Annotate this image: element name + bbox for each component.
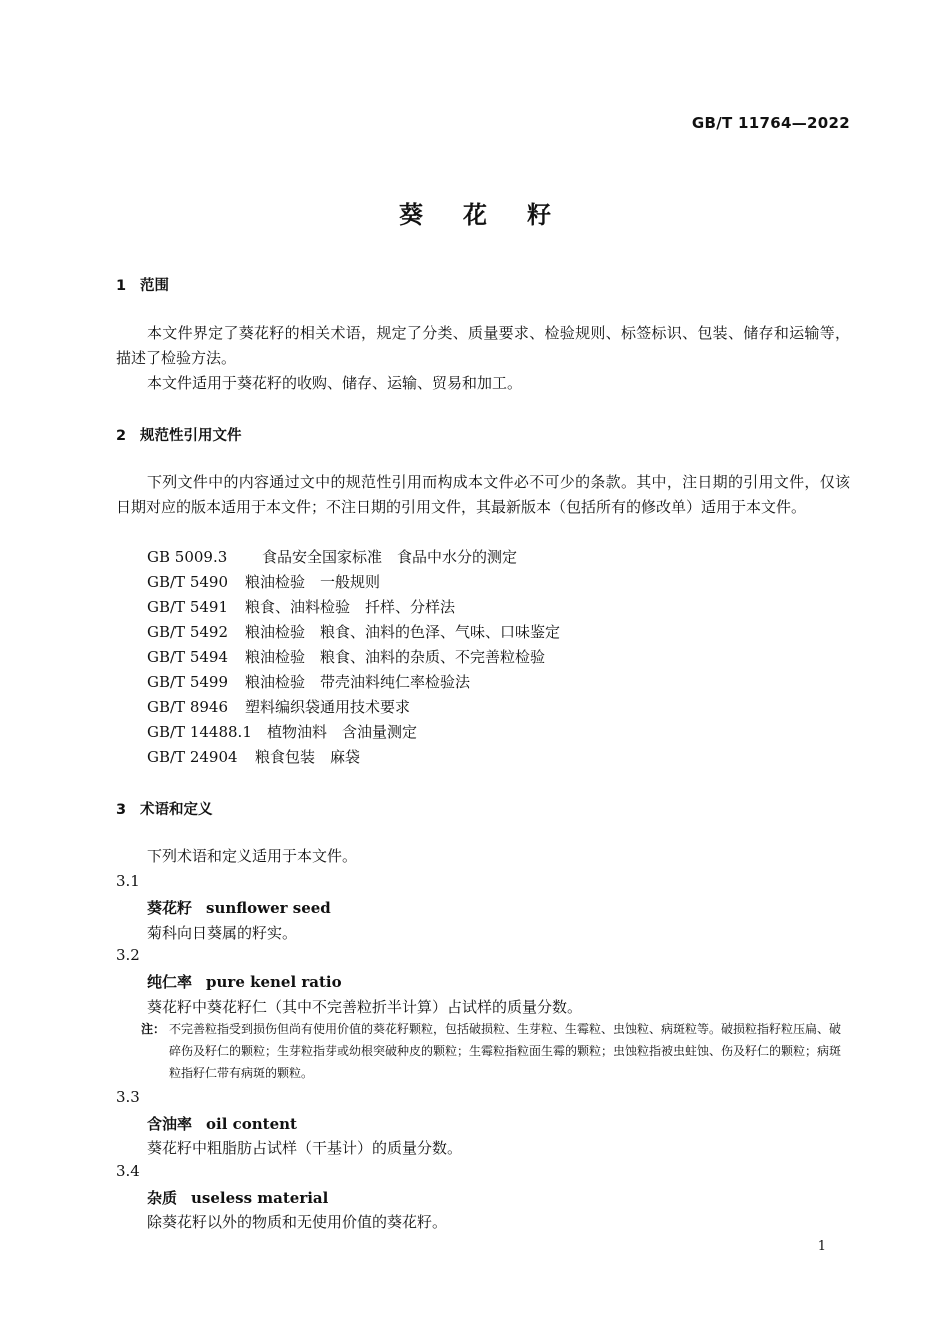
term-number: 3.2 (116, 946, 140, 964)
reference-item (147, 695, 410, 720)
term-english: oil content (206, 1115, 297, 1133)
reference-code: GB/T 24904 (147, 748, 238, 766)
reference-title: 粮油检验 粮食、油料的杂质、不完善粒检验 (245, 648, 546, 666)
reference-title: 粮食包装 麻袋 (255, 748, 361, 766)
section-title: 范围 (140, 278, 169, 294)
term-note (141, 1018, 850, 1084)
reference-title: 粮油检验 粮食、油料的色泽、气味、口味鉴定 (245, 623, 561, 641)
term-definition: 除葵花籽以外的物质和无使用价值的葵花籽。 (147, 1213, 448, 1231)
reference-item (147, 545, 517, 570)
reference-item (147, 645, 545, 670)
reference-code: GB/T 5499 (147, 673, 229, 691)
reference-item (147, 745, 360, 770)
term-chinese: 含油率 (147, 1115, 193, 1133)
reference-code: GB/T 5491 (147, 598, 229, 616)
reference-code: GB 5009.3 (147, 548, 228, 566)
section-3-heading (116, 798, 213, 819)
reference-title: 粮油检验 一般规则 (245, 573, 381, 591)
reference-code: GB/T 14488.1 (147, 723, 252, 741)
section-number: 1 (116, 278, 127, 294)
section-number: 3 (116, 802, 127, 818)
section-2-paragraph-1: 下列文件中的内容通过文中的规范性引用而构成本文件必不可少的条款。其中，注日期的引用文件，仅该日期对应的版本适用于本文件；不注日期的引用文件，其最新版本（包括所有的修改单）适用于本文件。 (116, 473, 850, 516)
document-title: 葵花籽 (399, 201, 591, 229)
reference-item (147, 670, 470, 695)
note-text: 不完善粒指受到损伤但尚有使用价值的葵花籽颗粒，包括破损粒、生芽粒、生霉粒、虫蚀粒、病斑粒等。破损粒指籽粒压扁、破碎伤及籽仁的颗粒；生芽粒指芽或幼根突破种皮的颗粒；生霉粒指粒面生霉的颗粒；虫蚀粒指被虫蛀蚀、伤及籽仁的颗粒；病斑粒指籽仁带有病斑的颗粒。 (169, 1022, 842, 1080)
reference-title: 塑料编织袋通用技术要求 (245, 698, 411, 716)
reference-code: GB/T 5490 (147, 573, 229, 591)
section-title: 规范性引用文件 (140, 428, 242, 444)
section-1-paragraph-1: 本文件界定了葵花籽的相关术语，规定了分类、质量要求、检验规则、标签标识、包装、储存和运输等，描述了检验方法。 (116, 324, 850, 367)
reference-item (147, 720, 417, 745)
term-chinese: 杂质 (147, 1189, 178, 1207)
reference-title: 粮油检验 带壳油料纯仁率检验法 (245, 673, 471, 691)
reference-title: 粮食、油料检验 扦样、分样法 (245, 598, 456, 616)
term-number: 3.4 (116, 1162, 140, 1180)
term-english: useless material (191, 1189, 329, 1207)
term-entry (147, 897, 331, 918)
term-entry (147, 1113, 297, 1134)
section-1-paragraph-2: 本文件适用于葵花籽的收购、储存、运输、贸易和加工。 (147, 374, 523, 392)
reference-code: GB/T 5492 (147, 623, 229, 641)
standard-number: GB/T 11764—2022 (691, 114, 850, 132)
reference-item (147, 595, 455, 620)
term-chinese: 葵花籽 (147, 899, 193, 917)
page-number: 1 (817, 1239, 826, 1254)
reference-item (147, 620, 560, 645)
term-definition: 葵花籽中粗脂肪占试样（干基计）的质量分数。 (147, 1139, 463, 1157)
term-definition: 菊科向日葵属的籽实。 (147, 924, 298, 942)
section-3-paragraph-1: 下列术语和定义适用于本文件。 (147, 847, 358, 865)
reference-code: GB/T 8946 (147, 698, 229, 716)
section-2-heading (116, 424, 242, 445)
term-chinese: 纯仁率 (147, 973, 193, 991)
reference-code: GB/T 5494 (147, 648, 229, 666)
reference-title: 植物油料 含油量测定 (267, 723, 418, 741)
term-english: sunflower seed (206, 899, 331, 917)
note-label: 注： (141, 1022, 166, 1036)
term-english: pure kenel ratio (206, 973, 342, 991)
term-entry (147, 971, 342, 992)
section-number: 2 (116, 428, 127, 444)
term-entry (147, 1187, 328, 1208)
term-number: 3.1 (116, 872, 140, 890)
reference-item (147, 570, 380, 595)
section-title: 术语和定义 (140, 802, 213, 818)
section-1-heading (116, 274, 169, 295)
reference-title: 食品安全国家标准 食品中水分的测定 (262, 548, 518, 566)
term-number: 3.3 (116, 1088, 140, 1106)
term-definition: 葵花籽中葵花籽仁（其中不完善粒折半计算）占试样的质量分数。 (147, 998, 583, 1016)
